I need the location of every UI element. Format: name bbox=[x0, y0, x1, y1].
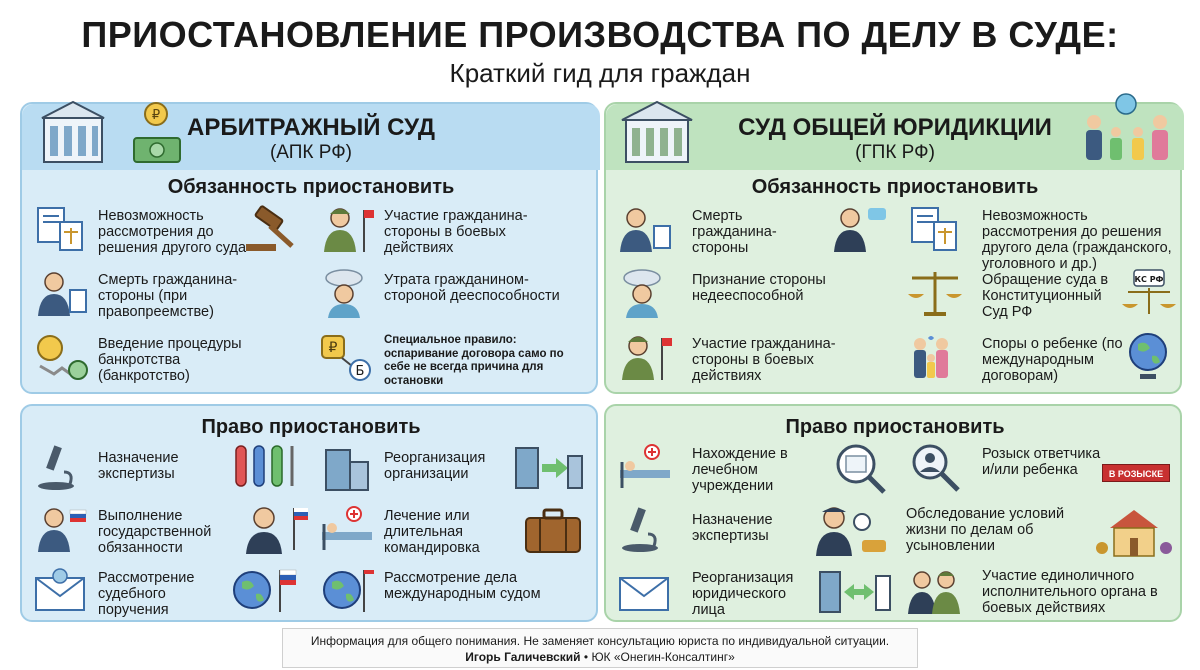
hospital-bed-icon bbox=[616, 442, 674, 492]
arbitration-optional-panel: Право приостановить Назначение экспертизы Реорганизация организации Выполнение государственной обязанности Лечение или длительная командировка Рассмотрение судебного поручения Рассмотрение дела международным судом bbox=[20, 404, 598, 622]
document-scales-icon bbox=[906, 204, 964, 254]
gavel-icon bbox=[242, 204, 300, 254]
envelope-icon bbox=[616, 566, 674, 616]
svg-text:₽: ₽ bbox=[328, 340, 338, 356]
arbitration-optional-title: Право приостановить bbox=[201, 416, 421, 438]
person-document-icon bbox=[32, 268, 90, 318]
person-document-icon bbox=[616, 204, 674, 254]
soldier-icon bbox=[616, 332, 674, 382]
arbitration-mandatory-title: Обязанность приостановить bbox=[167, 176, 455, 198]
footer-separator: • bbox=[583, 650, 589, 664]
arbitration-title: АРБИТРАЖНЫЙ СУД bbox=[187, 114, 435, 141]
bankrupt-coin-icon bbox=[32, 332, 90, 382]
search-person-icon bbox=[906, 442, 964, 492]
office-building-icon bbox=[318, 442, 376, 492]
building-arrow-icon bbox=[816, 566, 892, 616]
magnifier-document-icon bbox=[832, 442, 890, 496]
page-title: ПРИОСТАНОВЛЕНИЕ ПРОИЗВОДСТВА ПО ДЕЛУ В СУДЕ: bbox=[81, 14, 1119, 55]
footer bbox=[282, 628, 918, 668]
microscope-icon bbox=[32, 442, 90, 492]
official-person-icon bbox=[238, 504, 310, 554]
arbitration-header bbox=[22, 104, 600, 170]
page-subtitle: Краткий гид для граждан bbox=[449, 58, 751, 88]
document-scales-icon bbox=[32, 204, 90, 254]
globe-flag-icon bbox=[228, 566, 300, 616]
footer-disclaimer: Информация для общего понимания. Не заменяет консультацию юриста по индивидуальной ситуации. bbox=[310, 634, 890, 648]
building-arrow-icon bbox=[512, 442, 584, 492]
test-tubes-icon bbox=[230, 442, 302, 492]
wanted-badge: В РОЗЫСКЕ bbox=[1102, 464, 1170, 482]
arbitration-code: (АПК РФ) bbox=[269, 142, 353, 163]
general-header bbox=[606, 104, 1184, 170]
globe-icon bbox=[1124, 330, 1172, 382]
general-title: СУД ОБЩЕЙ ЮРИДИКЦИИ bbox=[738, 114, 1052, 141]
suitcase-icon bbox=[522, 506, 584, 554]
family-globe-icon bbox=[906, 332, 964, 382]
scales-icon bbox=[906, 268, 964, 318]
person-speech-icon bbox=[828, 204, 890, 254]
hospital-bed-icon bbox=[318, 504, 376, 554]
ks-scales-icon bbox=[1120, 268, 1178, 318]
general-code: (ГПК РФ) bbox=[855, 142, 935, 163]
ruble-b-icon bbox=[318, 332, 376, 382]
footer-author: Игорь Галичевский bbox=[465, 650, 581, 664]
official-flag-icon bbox=[32, 504, 90, 554]
svg-text:₽: ₽ bbox=[151, 108, 161, 123]
footer-credits bbox=[283, 650, 917, 664]
microscope-icon bbox=[616, 504, 674, 554]
world-globe-icon bbox=[318, 566, 376, 616]
confused-person-icon bbox=[318, 268, 376, 318]
soldier-icon bbox=[318, 204, 376, 254]
footer-firm: ЮК «Онегин-Консалтинг» bbox=[591, 650, 735, 664]
inspector-icon bbox=[810, 504, 890, 556]
svg-text:Б: Б bbox=[355, 364, 365, 379]
general-optional-title: Право приостановить bbox=[785, 416, 1005, 438]
soldier-icon bbox=[906, 566, 964, 616]
envelope-icon bbox=[32, 566, 90, 616]
general-mandatory-title: Обязанность приостановить bbox=[751, 176, 1039, 198]
general-mandatory-panel: СУД ОБЩЕЙ ЮРИДИКЦИИ (ГПК РФ) Обязанность приостановить Смерть гражданина-стороны Невозможность рассмотрения до решения другого дела (гражданского, уголовного и др.) Признание стороны недееспособной Обращение суда в Конституционный Суд РФ КС РФ Участие гражданина-стороны в боевых действиях Споры о ребенке (по международным договорам) bbox=[604, 102, 1182, 394]
arbitration-mandatory-panel: ₽ АРБИТРАЖНЫЙ СУД (АПК РФ) Обязанность приостановить Невозможность рассмотрения до решения другого суда Участие гражданина-стороны в боевых действиях Смерть гражданина-стороны (при правопреемстве) Утрата гражданином-стороной дееспособности Введение процедуры банкротства (банкротство) ₽ Б Специальное правило: оспаривание договора само по себе не всегда причина для остановки bbox=[20, 102, 598, 394]
general-optional-panel: Право приостановить Нахождение в лечебном учреждении Розыск ответчика и/или ребенка В РОЗЫСКЕ Назначение экспертизы Обследование условий жизни по делам об усыновлении Реорганизация юридического лица Участие единоличного исполнительного органа в боевых действиях bbox=[604, 404, 1182, 622]
svg-text:КС РФ: КС РФ bbox=[1134, 275, 1164, 284]
confused-person-icon bbox=[616, 268, 674, 318]
house-icon bbox=[1094, 506, 1174, 558]
